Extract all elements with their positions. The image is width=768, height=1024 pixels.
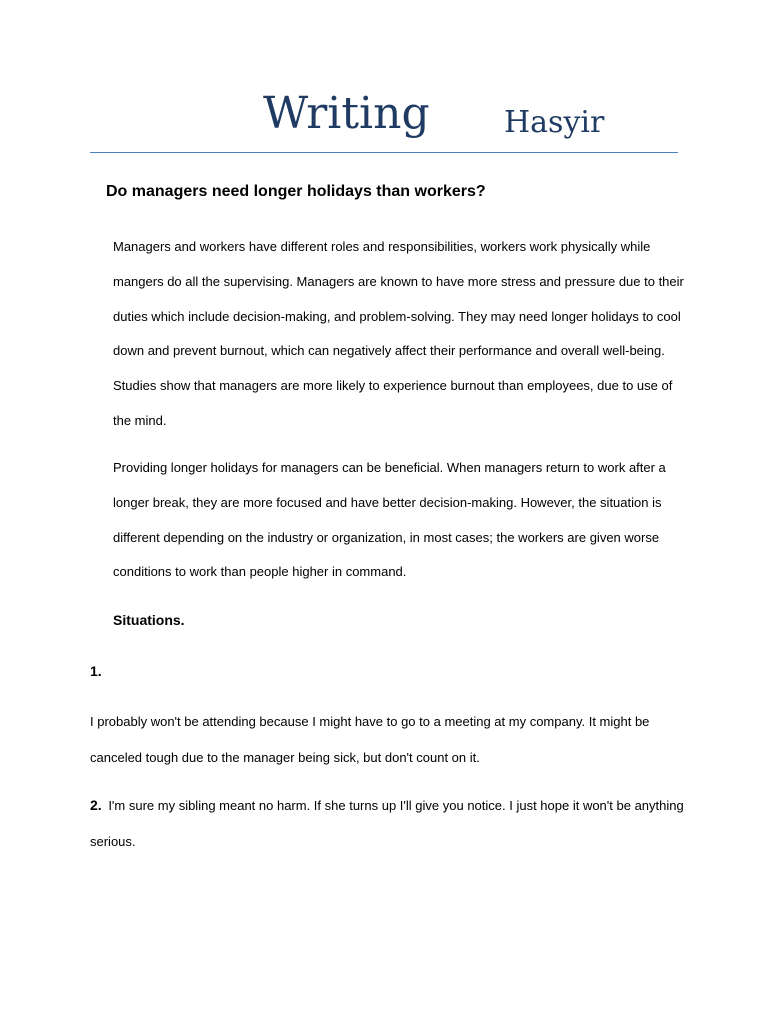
page-subtitle: Hasyir xyxy=(504,105,605,140)
situations-heading: Situations. xyxy=(113,612,185,628)
page-title: Writing xyxy=(263,88,430,139)
title-underline xyxy=(90,152,678,153)
situation-number: 2. xyxy=(90,797,102,813)
essay-question-heading: Do managers need longer holidays than workers? xyxy=(106,183,486,200)
situation-text: I probably won't be attending because I might have to go to a meeting at my company. It might be canceled tough due to the manager being sick, but don't count on it. xyxy=(90,714,650,765)
body-paragraph: Managers and workers have different roles and responsibilities, workers work physically while mangers do all the supervising. Managers are known to have more stress and pressure due to their duties which include decision-making, and problem-solving. They may need longer holidays to cool down and prevent burnout, which can negatively affect their performance and overall well-being. Studies show that managers are more likely to experience burnout than employees, due to use of the mind. xyxy=(113,239,684,428)
situation-item xyxy=(90,788,685,859)
situation-text: I'm sure my sibling meant no harm. If she turns up I'll give you notice. I just hope it won't be anything serious. xyxy=(90,798,684,849)
body-paragraph: Providing longer holidays for managers can be beneficial. When managers return to work after a longer break, they are more focused and have better decision-making. However, the situation is different depending on the industry or organization, in most cases; the workers are given worse conditions to work than people higher in command. xyxy=(113,460,666,580)
situation-number: 1. xyxy=(90,663,102,679)
